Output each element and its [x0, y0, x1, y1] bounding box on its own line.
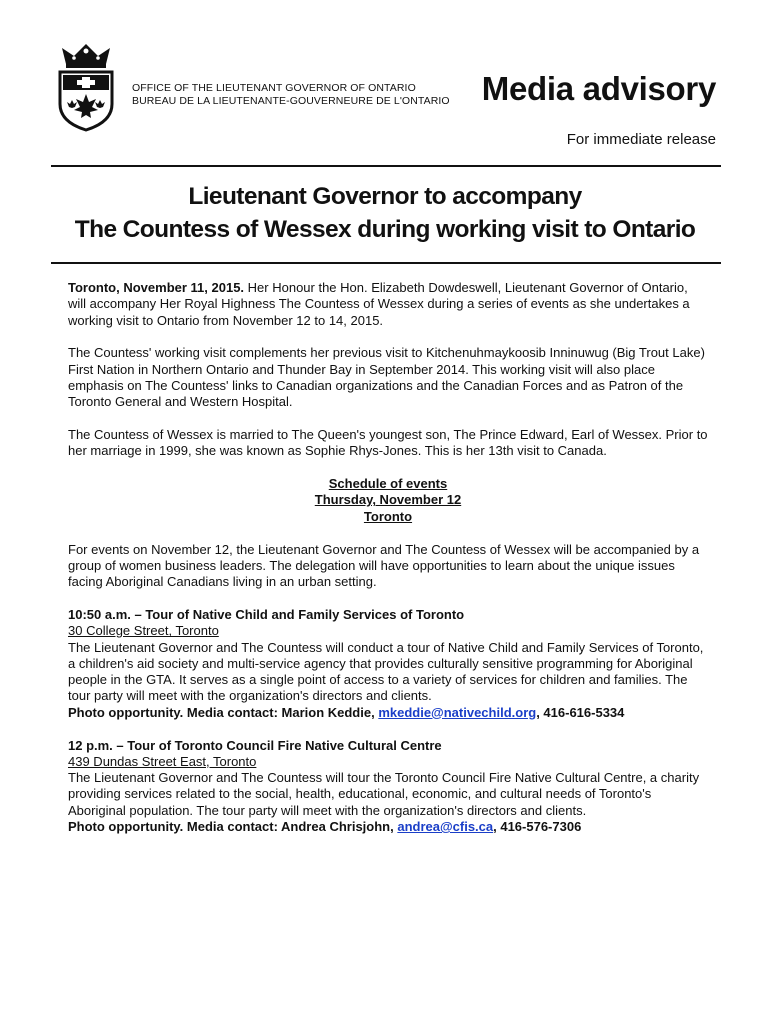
divider	[51, 165, 721, 167]
headline-line-2: The Countess of Wessex during working visit to Ontario	[74, 216, 696, 243]
contact-email-link[interactable]: mkeddie@nativechild.org	[378, 704, 537, 720]
office-name-fr: BUREAU DE LA LIEUTENANTE-GOUVERNEURE DE L'ONTARIO	[132, 95, 450, 107]
document-type: Media advisory	[481, 70, 716, 107]
contact-phone: , 416-616-5334	[536, 704, 625, 720]
event-title: 12 p.m. – Tour of Toronto Council Fire Native Cultural Centre	[68, 737, 442, 753]
event-description: The Lieutenant Governor and The Countess will conduct a tour of Native Child and Family Services of Toronto, a children's aid society and multi-service agency that provides culturally sensitive programming for Aboriginal people in the GTA. It serves as a single point of access to a variety of services for children and families. The tour party will meet with the organization's directors and clients.	[68, 639, 704, 704]
event-title: 10:50 a.m. – Tour of Native Child and Family Services of Toronto	[68, 606, 465, 622]
event-description: The Lieutenant Governor and The Countess will tour the Toronto Council Fire Native Cultural Centre, a charity providing services related to the social, health, educational, economic, and cultural needs of Toronto's Aboriginal population. The tour party will meet with the organization's directors and clients.	[68, 770, 700, 818]
coat-of-arms-logo	[52, 42, 120, 132]
release-status: For immediate release	[566, 131, 716, 148]
media-contact-label: Photo opportunity. Media contact: Marion Keddie,	[68, 704, 379, 720]
dateline: Toronto, November 11, 2015.	[68, 280, 245, 295]
headline	[40, 180, 730, 246]
media-contact	[68, 705, 708, 721]
media-contact-label: Photo opportunity. Media contact: Andrea Chrisjohn,	[68, 819, 398, 835]
event-item	[68, 607, 708, 721]
intro-paragraph	[68, 280, 708, 329]
schedule-intro: For events on November 12, the Lieutenant Governor and The Countess of Wessex will be accompanied by a group of women business leaders. The delegation will have opportunities to learn about the unique issues facing Aboriginal Canadians living in an urban setting.	[68, 541, 700, 590]
schedule-title: Schedule of events	[328, 476, 448, 492]
schedule-city: Toronto	[363, 508, 413, 524]
event-item	[68, 738, 708, 836]
contact-phone: , 416-576-7306	[493, 819, 582, 835]
event-address: 439 Dundas Street East, Toronto	[68, 753, 257, 769]
divider	[51, 262, 721, 264]
paragraph: The Countess of Wessex is married to The Queen's youngest son, The Prince Edward, Earl of Wessex. Prior to her marriage in 1999, she was known as Sophie Rhys-Jones. This is her 13th visit to Canada.	[68, 427, 708, 459]
document-body	[68, 280, 708, 852]
office-name	[132, 82, 450, 108]
paragraph: The Countess' working visit complements her previous visit to Kitchenuhmaykoosib Inninuwug (Big Trout Lake) First Nation in Northern Ontario and Thunder Bay in September 2014. This working visit will also place emphasis on The Countess' links to Canadian organizations and the Canadian Forces and as Patron of the Toronto General and Western Hospital.	[68, 345, 705, 410]
event-address: 30 College Street, Toronto	[68, 623, 219, 639]
headline-line-1: Lieutenant Governor to accompany	[188, 183, 582, 210]
contact-email-link[interactable]: andrea@cfis.ca	[397, 819, 494, 835]
office-name-en: OFFICE OF THE LIEUTENANT GOVERNOR OF ONTARIO	[132, 82, 416, 94]
media-contact	[68, 819, 708, 835]
schedule-day: Thursday, November 12	[314, 492, 462, 508]
intro-text: Her Honour the Hon. Elizabeth Dowdeswell, Lieutenant Governor of Ontario, will accompany Her Royal Highness The Countess of Wessex during a series of events as she undertakes a working visit to Ontario from November 12 to 14, 2015.	[68, 280, 690, 328]
schedule-heading	[68, 476, 708, 525]
